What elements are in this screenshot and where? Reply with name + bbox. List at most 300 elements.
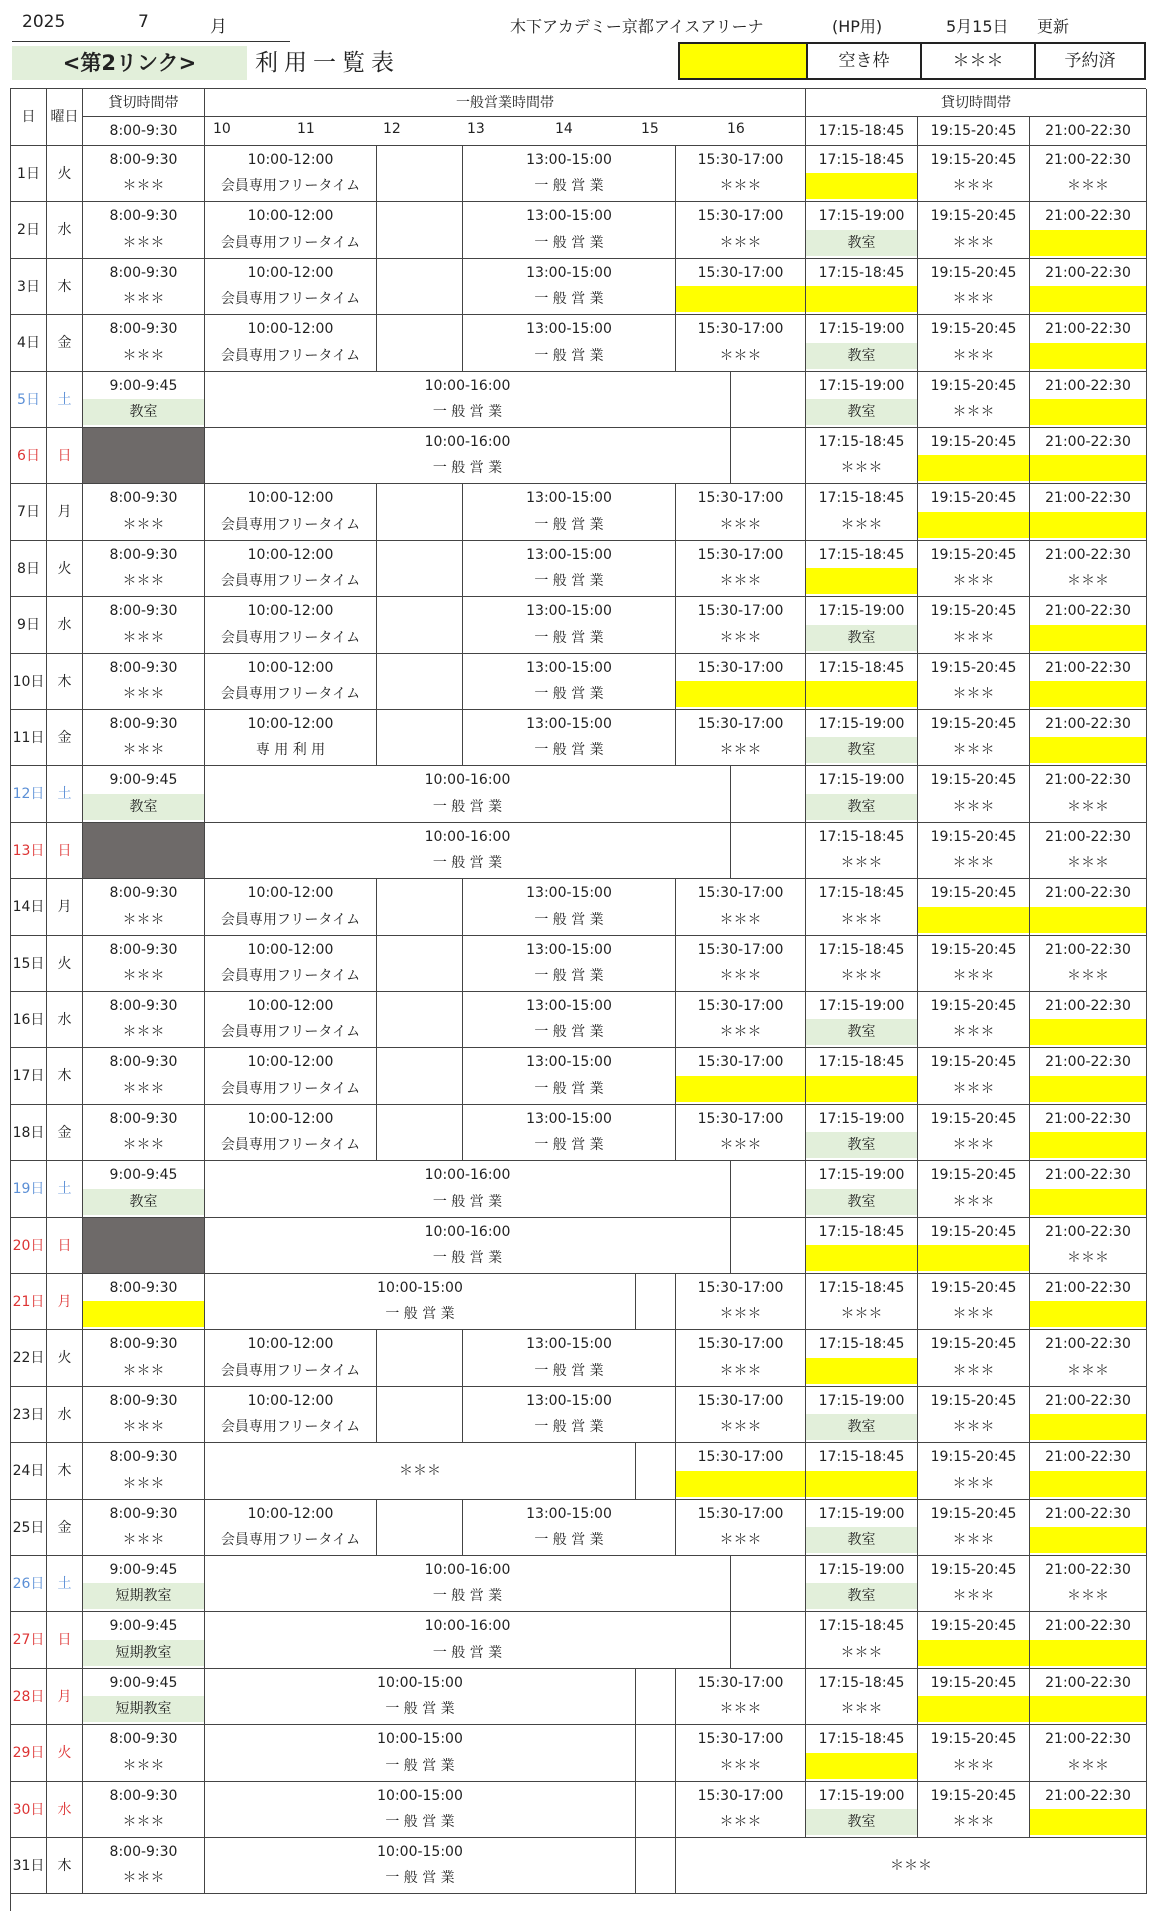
slot-time: 19:15-20:45 [930,1110,1017,1127]
evening-slot [806,710,918,766]
morning-slot [83,1669,205,1725]
morning-slot [83,766,205,822]
slot-time: 19:15-20:45 [930,1787,1017,1804]
slot-status: ＊＊＊ [952,629,995,646]
evening-slot [918,936,1030,992]
slot-time: 19:15-20:45 [930,1392,1017,1409]
evening-slot [1030,1782,1147,1838]
slot-time: 10:00-15:00 [377,1674,463,1691]
slot-time: 17:15-19:00 [818,1787,905,1804]
day-number: 10日 [11,654,47,710]
slot-status: ＊＊＊ [952,1813,995,1830]
slot-time: 9:00-9:45 [109,1167,178,1184]
slot-time: 8:00-9:30 [109,1505,178,1522]
available-slot [1030,512,1146,538]
slot-status: ＊＊＊ [952,1024,995,1041]
weekday-label: 木 [47,1838,83,1894]
evening-slot [806,315,918,371]
members-slot [205,259,377,315]
weekday-label: 月 [47,1669,83,1725]
late-slot [676,936,806,992]
slot-status: ＊＊＊ [840,1701,883,1718]
evening-slot [806,1218,918,1274]
gap-slot [377,1387,463,1443]
evening-slot [1030,259,1147,315]
members-slot [205,710,377,766]
slot-time: 19:15-20:45 [930,998,1017,1014]
available-slot [1030,286,1146,312]
slot-time: 13:00-15:00 [526,152,612,168]
evening-slot [918,823,1030,879]
slot-time: 10:00-12:00 [247,941,334,958]
slot-time: 17:15-18:45 [818,828,905,845]
general-slot [205,428,731,484]
slot-time: 10:00-16:00 [424,1167,511,1184]
late-slot [676,315,806,371]
slot-time: 21:00-22:30 [1045,546,1131,563]
weekday-label: 木 [47,654,83,710]
available-slot [806,1245,917,1271]
slot-time: 19:15-20:45 [930,828,1017,845]
available-slot [1030,343,1146,369]
slot-time: 15:30-17:00 [697,1110,784,1127]
evening-slot [1030,654,1147,710]
slot-time: 17:15-18:45 [818,264,905,281]
slot-status: 短期教室 [83,1640,204,1666]
slot-time: 19:15-20:45 [930,1449,1017,1466]
available-slot [1030,1471,1146,1497]
slot-status: ＊＊＊ [719,911,762,928]
weekday-label: 日 [47,428,83,484]
available-slot [806,1358,917,1384]
slot-status: ＊＊＊ [952,1362,995,1379]
closed-slot [83,823,205,879]
evening-slot [918,1725,1030,1781]
slot-time: 21:00-22:30 [1045,321,1131,338]
slot-status: ＊＊＊ [1067,798,1109,815]
slot-time: 17:15-19:00 [818,1110,905,1127]
slot-time: 15:30-17:00 [697,941,784,958]
slot-time: 17:15-18:45 [818,1731,905,1748]
slot-status: 短期教室 [83,1583,204,1609]
weekday-label: 木 [47,259,83,315]
gap-slot [377,936,463,992]
slot-time: 10:00-12:00 [247,208,334,225]
slot-time: 13:00-15:00 [526,716,612,732]
available-slot [918,512,1029,538]
slot-time: 10:00-12:00 [247,1336,334,1353]
available-slot [676,681,805,707]
slot-status: ＊＊＊ [719,967,762,984]
gap-slot [731,1556,806,1612]
slot-time: 10:00-12:00 [247,659,334,676]
slot-status: 教室 [806,1809,917,1835]
evening-slot [918,1556,1030,1612]
general-slot [463,541,676,597]
day-number: 23日 [11,1387,47,1443]
gap-slot [377,541,463,597]
slot-time: 21:00-22:30 [1045,659,1131,676]
slot-status: 一 般 営 業 [534,1080,604,1097]
slot-status: ＊＊＊ [952,573,995,590]
slot-status: ＊＊＊ [840,855,883,872]
available-slot [918,1245,1029,1271]
day-number: 18日 [11,1105,47,1161]
slot-time: 15:30-17:00 [697,1787,784,1804]
slot-time: 15:30-17:00 [697,998,784,1014]
slot-time: 19:15-20:45 [930,1674,1017,1691]
morning-slot [83,541,205,597]
general-slot [205,1218,731,1274]
slot-status: ＊＊＊ [1067,1757,1109,1774]
schedule-table [10,88,1146,1911]
general-slot [463,202,676,258]
slot-time: 17:15-18:45 [818,152,905,168]
slot-time: 21:00-22:30 [1045,1674,1131,1691]
slot-time: 10:00-16:00 [424,1562,511,1578]
slot-status: ＊＊＊ [952,1306,995,1323]
slot-status: 会員専用フリータイム [220,1024,361,1041]
slot-time: 19:15-20:45 [930,1280,1017,1296]
slot-status: 会員専用フリータイム [220,685,361,702]
slot-time: 13:00-15:00 [526,659,612,676]
evening-slot [806,1161,918,1217]
evening-slot [1030,315,1147,371]
evening-slot [918,1218,1030,1274]
evening-slot [806,823,918,879]
slot-status: 一 般 営 業 [385,1813,455,1830]
gap-slot [636,1443,676,1499]
evening-slot [806,597,918,653]
slot-time: 21:00-22:30 [1045,603,1131,620]
slot-status: ＊＊＊ [952,685,995,702]
slot-status: ＊＊＊ [840,1644,883,1661]
slot-time: 10:00-12:00 [247,152,334,168]
evening-slot [806,259,918,315]
evening-slot [918,1387,1030,1443]
members-slot [205,936,377,992]
evening-slot-header: 21:00-22:30 [1030,117,1147,146]
day-number: 6日 [11,428,47,484]
slot-time: 10:00-16:00 [424,1618,511,1635]
evening-slot [806,541,918,597]
morning-slot [83,1048,205,1104]
evening-slot [806,1048,918,1104]
gap-slot [377,654,463,710]
slot-time: 17:15-19:00 [818,603,905,620]
slot-time: 10:00-15:00 [377,1844,463,1860]
slot-status: 一 般 営 業 [534,742,604,759]
slot-status: 一 般 営 業 [385,1701,455,1718]
slot-time: 21:00-22:30 [1045,264,1131,281]
slot-time: 13:00-15:00 [526,321,612,338]
slot-status: ＊＊＊ [840,967,883,984]
general-slot [205,823,731,879]
day-number: 27日 [11,1612,47,1668]
evening-slot [1030,710,1147,766]
evening-slot [918,428,1030,484]
slot-time: 15:30-17:00 [697,659,784,676]
slot-time: 13:00-15:00 [526,603,612,620]
late-slot [676,710,806,766]
day-number: 11日 [11,710,47,766]
late-slot [676,1387,806,1443]
evening-slot [918,1612,1030,1668]
available-slot [1030,455,1146,481]
slot-time: 19:15-20:45 [930,1731,1017,1748]
slot-time: 17:15-18:45 [818,941,905,958]
slot-time: 21:00-22:30 [1045,490,1131,507]
slot-status: 教室 [806,1189,917,1215]
slot-status: ＊＊＊ [840,1306,883,1323]
hours-header [205,117,806,146]
available-slot [1030,737,1146,763]
day-number: 4日 [11,315,47,371]
evening-slot [1030,541,1147,597]
slot-time: 21:00-22:30 [1045,1731,1131,1748]
slot-status: ＊＊＊ [952,403,995,420]
hour-tick: 15 [641,121,659,137]
gap-slot [377,259,463,315]
slot-status: 教室 [806,1583,917,1609]
evening-slot [918,372,1030,428]
slot-time: 13:00-15:00 [526,1392,612,1409]
rink-label: <第2リンク> [12,46,247,80]
slot-time: 21:00-22:30 [1045,1110,1131,1127]
slot-time: 13:00-15:00 [526,546,612,563]
weekday-label: 火 [47,541,83,597]
year: 2025 [22,12,66,32]
members-slot [205,1330,377,1386]
slot-status: 一 般 営 業 [432,798,503,815]
morning-slot [83,1500,205,1556]
legend-stars-label: ＊＊＊ [920,42,1036,80]
slot-time: 13:00-15:00 [526,941,612,958]
available-slot [1030,230,1146,256]
slot-status: ＊＊＊ [719,1701,762,1718]
day-number: 20日 [11,1218,47,1274]
slot-time: 17:15-18:45 [818,885,905,902]
update-date: 5月15日 [946,17,1009,36]
slot-status: 一 般 営 業 [534,1531,604,1548]
slot-time: 19:15-20:45 [930,1618,1017,1635]
slot-status: ＊＊＊ [719,516,762,533]
slot-time: 19:15-20:45 [930,1562,1017,1578]
members-slot [205,202,377,258]
slot-time: 17:15-19:00 [818,1505,905,1522]
available-slot [1030,1076,1146,1102]
members-slot [205,484,377,540]
slot-time: 17:15-19:00 [818,772,905,789]
available-slot [676,286,805,312]
slot-time: 8:00-9:30 [109,1392,178,1409]
slot-time: 17:15-18:45 [818,434,905,450]
gap-slot [731,1612,806,1668]
evening-slot [806,1669,918,1725]
morning-slot [83,372,205,428]
general-slot [205,1725,636,1781]
slot-status: ＊＊＊ [1067,967,1109,984]
available-slot [806,681,917,707]
slot-status: 一 般 営 業 [432,403,503,420]
slot-time: 13:00-15:00 [526,998,612,1014]
day-number: 9日 [11,597,47,653]
slot-status: 一 般 営 業 [534,347,604,364]
slot-status: 一 般 営 業 [534,1419,604,1436]
available-slot [1030,1640,1146,1666]
available-slot [1030,1019,1146,1045]
slot-time: 15:30-17:00 [697,603,784,620]
evening-slot [1030,1669,1147,1725]
slot-time: 10:00-16:00 [424,828,511,845]
available-slot [83,1301,204,1327]
evening-slot [806,1556,918,1612]
day-number: 26日 [11,1556,47,1612]
slot-status: ＊＊＊ [719,1419,762,1436]
evening-slot [1030,1612,1147,1668]
slot-time: 8:00-9:30 [109,1449,178,1466]
slot-status: ＊＊＊ [952,1757,995,1774]
evening-slot [918,710,1030,766]
available-slot [1030,1696,1146,1722]
slot-status: 一 般 営 業 [534,516,604,533]
late-slot [676,1669,806,1725]
slot-time: 21:00-22:30 [1045,1618,1131,1635]
slot-status: ＊＊＊ [122,347,165,364]
slot-time: 10:00-16:00 [424,1223,511,1240]
slot-time: 8:00-9:30 [109,941,178,958]
slot-status: ＊＊＊ [122,234,165,251]
slot-time: 19:15-20:45 [930,377,1017,394]
slot-status: 一 般 営 業 [432,1249,503,1266]
members-slot [205,879,377,935]
slot-status: ＊＊＊ [952,347,995,364]
slot-status: ＊＊＊ [952,1531,995,1548]
late-slot [676,1105,806,1161]
slot-time: 8:00-9:30 [109,998,178,1014]
general-slot [463,879,676,935]
day-number: 2日 [11,202,47,258]
legend-empty-label: 空き枠 [806,42,922,80]
morning-slot [83,1387,205,1443]
available-slot [1030,1809,1146,1835]
evening-slot [1030,1105,1147,1161]
slot-status: ＊＊＊ [122,516,165,533]
weekday-label: 日 [47,823,83,879]
general-slot [205,1161,731,1217]
slot-status: ＊＊＊ [952,178,995,195]
gap-slot [377,710,463,766]
evening-slot [806,484,918,540]
slot-time: 19:15-20:45 [930,152,1017,168]
slot-time: 10:00-12:00 [247,1110,334,1127]
slot-time: 21:00-22:30 [1045,208,1131,225]
slot-time: 21:00-22:30 [1045,772,1131,789]
evening-slot [806,992,918,1048]
available-slot [676,1471,805,1497]
slot-time: 15:30-17:00 [697,1731,784,1748]
slot-status: ＊＊＊ [1067,178,1109,195]
evening-slot [918,315,1030,371]
day-number: 29日 [11,1725,47,1781]
slot-status: 会員専用フリータイム [220,573,361,590]
general-slot [463,1387,676,1443]
available-slot [806,286,917,312]
evening-slot [806,1782,918,1838]
slot-time: 21:00-22:30 [1045,1787,1131,1804]
slot-status: ＊＊＊ [719,178,762,195]
slot-time: 15:30-17:00 [697,208,784,225]
slot-time: 21:00-22:30 [1045,1167,1131,1184]
members-slot [205,654,377,710]
slot-time: 21:00-22:30 [1045,1336,1131,1353]
day-number: 24日 [11,1443,47,1499]
evening-slot [806,146,918,202]
slot-status: ＊＊＊ [719,1757,762,1774]
slot-time: 9:00-9:45 [109,1618,178,1635]
slot-time: 15:30-17:00 [697,1054,784,1071]
slot-time: 10:00-16:00 [424,377,511,394]
slot-time: 8:00-9:30 [109,659,178,676]
slot-status: ＊＊＊ [719,234,762,251]
slot-status: ＊＊＊ [719,1362,762,1379]
evening-slot [918,484,1030,540]
slot-time: 21:00-22:30 [1045,1505,1131,1522]
gap-slot [377,597,463,653]
slot-time: 8:00-9:30 [109,546,178,563]
slot-time: 21:00-22:30 [1045,1562,1131,1578]
available-slot [1030,681,1146,707]
morning-slot [83,1443,205,1499]
slot-status: ＊＊＊ [840,911,883,928]
slot-status: ＊＊＊ [122,742,165,759]
evening-slot [1030,1500,1147,1556]
slot-time: 8:00-9:30 [109,1336,178,1353]
month-unit: 月 [210,17,227,37]
slot-time: 8:00-9:30 [109,1110,178,1127]
slot-status: 教室 [83,1189,204,1215]
slot-time: 17:15-18:45 [818,1618,905,1635]
month: 7 [138,12,149,32]
slot-time: 8:00-9:30 [109,152,178,168]
evening-slot-header: 19:15-20:45 [918,117,1030,146]
members-slot [205,541,377,597]
slot-time: 10:00-15:00 [377,1787,463,1804]
gap-slot [636,1838,676,1894]
slot-time: 8:00-9:30 [109,1280,178,1296]
gap-slot [731,823,806,879]
late-slot [676,879,806,935]
legend-reserved-label: 予約済 [1034,42,1146,80]
slot-time: 8:00-9:30 [109,208,178,225]
slot-status: 一 般 営 業 [534,685,604,702]
general-slot [205,1612,731,1668]
day-number: 25日 [11,1500,47,1556]
morning-slot [83,1330,205,1386]
slot-status: ＊＊＊ [952,742,995,759]
evening-slot [918,597,1030,653]
slot-status: 会員専用フリータイム [220,516,361,533]
available-slot [1030,1189,1146,1215]
slot-status: ＊＊＊ [952,1475,995,1492]
slot-status: 教室 [806,1132,917,1158]
evening-slot [918,541,1030,597]
available-slot [918,455,1029,481]
slot-status: 会員専用フリータイム [220,1419,361,1436]
general-slot [205,766,731,822]
slot-time: 8:00-9:30 [109,603,178,620]
slot-time: 21:00-22:30 [1045,885,1131,902]
